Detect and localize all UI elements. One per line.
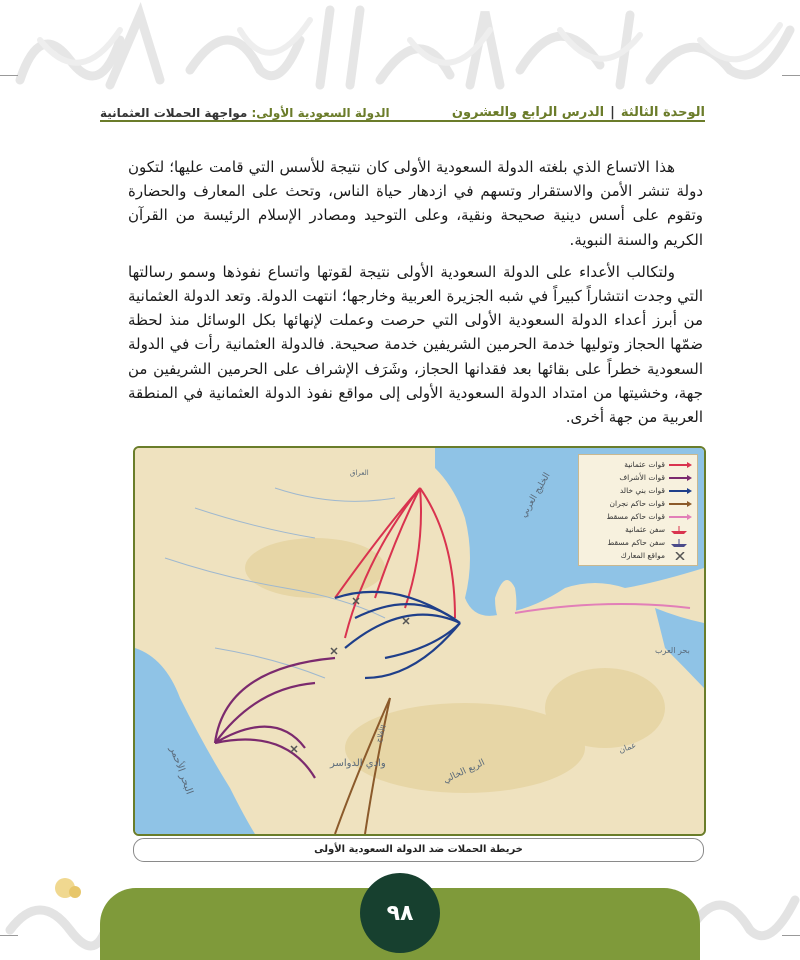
label-oman: عمان [617, 740, 638, 755]
label-red-sea: البحر الأحمر [167, 745, 195, 796]
header-rule [100, 120, 705, 122]
legend-swatch [667, 500, 693, 508]
decorative-calligraphy-top [0, 0, 800, 95]
legend-item [583, 471, 693, 484]
legend-label: قوات الأشراف [619, 473, 665, 482]
page-number: ٩٨ [360, 873, 440, 953]
legend-swatch [667, 461, 693, 469]
paragraph-1: هذا الاتساع الذي بلغته الدولة السعودية الأولى كان نتيجة للأسس التي قامت عليها؛ لتكون دولة تنشر الأمن والاستقرار وتسهم في ازدهار حياة الناس، وتحث على المعارف والحضارة وتقوم على أسس دينية صحيحة ونقية، وعلى التوحيد ومصادر الإسلام الرئيسة من القرآن الكريم والسنة النبوية. [128, 158, 703, 249]
ship-icon [667, 526, 693, 534]
legend-item [583, 510, 693, 523]
map-legend [578, 454, 698, 566]
label-wadi: وادي الدواسر [330, 758, 386, 769]
legend-item [583, 549, 693, 562]
legend-label: سفن حاكم مسقط [607, 538, 665, 547]
label-oman-sea: بحر العرب [655, 646, 690, 655]
legend-item [583, 497, 693, 510]
campaign-map [133, 446, 706, 836]
logo-mark [55, 878, 81, 898]
legend-label: قوات حاكم نجران [609, 499, 665, 508]
ship-icon [667, 539, 693, 547]
legend-swatch [667, 474, 693, 482]
paragraph-2: ولتكالب الأعداء على الدولة السعودية الأولى نتيجة لقوتها واتساع نفوذها وسمو رسالتها التي وجدت انتشاراً كبيراً في شبه الجزيرة العربية وخارجها؛ انتهت الدولة. وتعد الدولة العثمانية من أبرز أعداء الدولة السعودية الأولى التي حرصت وعملت لإنهائها بكل الوسائل منذ لحظة ضمّها الحجاز وتوليها خدمة الحرمين الشريفين خدمة صحيحة. فالدولة العثمانية رأت في الدولة السعودية خطراً على بقائها بعد فقدانها الحجاز، وشَرَف الإشراف على الحرمين الشريفين من جهة، وخشيتها من امتداد الدولة السعودية الأولى إلى مواقع نفوذ الدولة العثمانية في المنطقة العربية من جهة أخرى. [128, 262, 703, 427]
legend-label: قوات بني خالد [619, 486, 665, 495]
label-gulf: الخليج العربي [518, 471, 553, 520]
legend-swatch [667, 513, 693, 521]
legend-item [583, 536, 693, 549]
topic-rest: مواجهة الحملات العثمانية [100, 106, 248, 120]
lesson-title: الدرس الرابع والعشرون [451, 105, 605, 120]
legend-label: قوات حاكم مسقط [606, 512, 665, 521]
legend-item [583, 484, 693, 497]
legend-item [583, 523, 693, 536]
unit-title: الوحدة الثالثة [620, 105, 705, 120]
body-text [128, 155, 703, 437]
topic-bold: الدولة السعودية الأولى: [251, 106, 390, 120]
topic-title [100, 106, 390, 120]
label-rub: الربع الخالي [442, 757, 487, 786]
header-separator: | [610, 105, 615, 120]
battle-x-icon [667, 552, 693, 560]
crop-mark [782, 75, 800, 76]
map-caption: خريطة الحملات ضد الدولة السعودية الأولى [133, 838, 704, 862]
page-header [100, 92, 705, 120]
legend-label: مواقع المعارك [620, 551, 665, 560]
crop-mark [0, 75, 18, 76]
label-iraq: العراق [350, 469, 369, 477]
label-aflaj: الأفلاج [374, 724, 389, 744]
legend-item [583, 458, 693, 471]
legend-swatch [667, 487, 693, 495]
legend-label: سفن عثمانية [625, 525, 665, 534]
legend-label: قوات عثمانية [624, 460, 665, 469]
